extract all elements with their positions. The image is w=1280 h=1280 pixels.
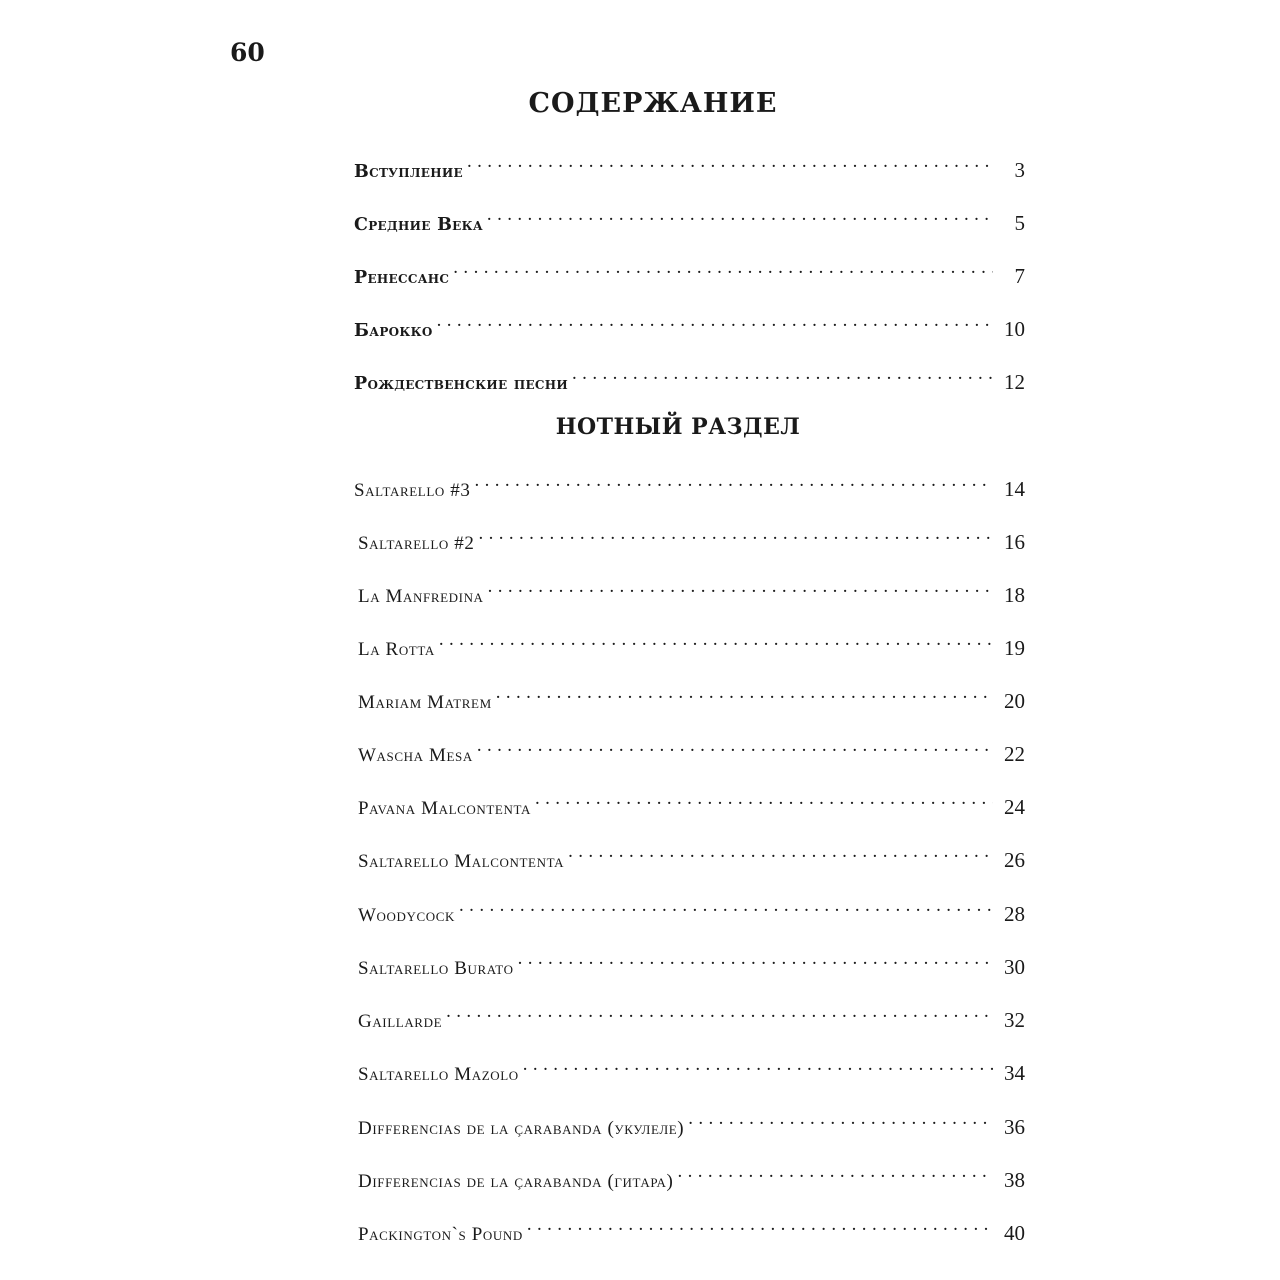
toc-entry-page: 32 — [1004, 1008, 1025, 1032]
toc-entry-label: Wascha Mesa — [358, 745, 473, 766]
toc-leader-dots — [523, 1050, 993, 1080]
toc-entry-page: 38 — [1004, 1168, 1025, 1192]
toc-entry-page: 40 — [1004, 1221, 1025, 1245]
toc-leader-dots — [453, 253, 993, 283]
toc-entry-page: 22 — [1004, 742, 1025, 766]
toc-leader-dots — [518, 944, 993, 974]
toc-entry-page: 36 — [1004, 1115, 1025, 1139]
toc-entry — [358, 1050, 1025, 1085]
toc-leader-dots — [572, 359, 993, 389]
toc-entry-label: La Rotta — [358, 639, 435, 660]
toc-entry — [354, 200, 1025, 235]
toc-leader-dots — [496, 678, 993, 708]
toc-entry — [358, 837, 1025, 872]
toc-entry-label: Saltarello Mazolo — [358, 1064, 519, 1085]
toc-entry-label: Saltarello Malcontenta — [358, 851, 565, 872]
toc-leader-dots — [527, 1210, 993, 1240]
toc-entry — [354, 466, 1025, 501]
toc-entry — [354, 147, 1025, 182]
toc-entry — [354, 253, 1025, 288]
page-title: СОДЕРЖАНИЕ — [528, 88, 778, 119]
toc-leader-dots — [568, 837, 993, 867]
toc-entry — [354, 306, 1025, 341]
toc-entry — [358, 784, 1025, 819]
toc-entry-page: 28 — [1004, 902, 1025, 926]
toc-leader-dots — [478, 519, 993, 549]
toc-entry-page: 14 — [1004, 477, 1025, 501]
toc-entry — [358, 572, 1025, 607]
toc-leader-dots — [437, 306, 993, 336]
toc-leader-dots — [677, 1157, 993, 1187]
toc-entry-label: Gaillarde — [358, 1011, 443, 1032]
toc-leader-dots — [459, 891, 993, 921]
toc-entry — [358, 731, 1025, 766]
toc-leader-dots — [535, 784, 993, 814]
toc-entry — [354, 359, 1025, 394]
toc-entry-label: Средние Века — [354, 215, 483, 235]
toc-entry-label: Differencias de la çarabanda (гитара) — [358, 1171, 674, 1192]
toc-leader-dots — [474, 466, 993, 496]
toc-entry-label: Ренессанс — [354, 268, 450, 288]
toc-entry-label: Saltarello #3 — [354, 480, 471, 501]
page-number: 60 — [230, 38, 265, 67]
toc-entry-page: 12 — [1004, 370, 1025, 394]
toc-entry-page: 16 — [1004, 530, 1025, 554]
toc-entry-label: Differencias de la çarabanda (укулеле) — [358, 1118, 685, 1139]
toc-leader-dots — [488, 572, 993, 602]
toc-entry-label: Woodycock — [358, 905, 456, 926]
toc-entry-page: 5 — [1014, 211, 1025, 235]
toc-leader-dots — [477, 731, 993, 761]
toc-entry-page: 24 — [1004, 795, 1025, 819]
toc-leader-dots — [439, 625, 993, 655]
toc-leader-dots — [487, 200, 993, 230]
toc-entry-page: 30 — [1004, 955, 1025, 979]
toc-entry-page: 7 — [1014, 264, 1025, 288]
toc-entry — [358, 1157, 1025, 1192]
toc-entry-label: La Manfredina — [358, 586, 484, 607]
toc-entry-page: 19 — [1004, 636, 1025, 660]
toc-leader-dots — [688, 1104, 993, 1134]
toc-entry — [358, 1210, 1025, 1245]
toc-entry — [358, 944, 1025, 979]
toc-entry — [358, 1104, 1025, 1139]
toc-entry-page: 10 — [1004, 317, 1025, 341]
toc-entry — [358, 891, 1025, 926]
toc-entry-label: Pavana Malcontenta — [358, 798, 531, 819]
toc-entry-label: Барокко — [354, 321, 433, 341]
toc-entry — [358, 625, 1025, 660]
toc-entry-label: Packington`s Pound — [358, 1224, 523, 1245]
toc-entry-page: 18 — [1004, 583, 1025, 607]
toc-entry — [358, 519, 1025, 554]
toc-entry-label: Рождественские песни — [354, 374, 569, 394]
section-title: НОТНЫЙ РАЗДЕЛ — [555, 414, 801, 440]
toc-entry — [358, 997, 1025, 1032]
toc-entry-page: 34 — [1004, 1061, 1025, 1085]
toc-entry-label: Saltarello #2 — [358, 533, 475, 554]
toc-entry-label: Saltarello Burato — [358, 958, 514, 979]
toc-entry-page: 20 — [1004, 689, 1025, 713]
toc-entry-label: Вступление — [354, 162, 463, 182]
toc-leader-dots — [467, 147, 993, 177]
toc-entry-page: 26 — [1004, 848, 1025, 872]
toc-leader-dots — [446, 997, 993, 1027]
toc-entry-page: 3 — [1014, 158, 1025, 182]
toc-entry — [358, 678, 1025, 713]
toc-entry-label: Mariam Matrem — [358, 692, 492, 713]
